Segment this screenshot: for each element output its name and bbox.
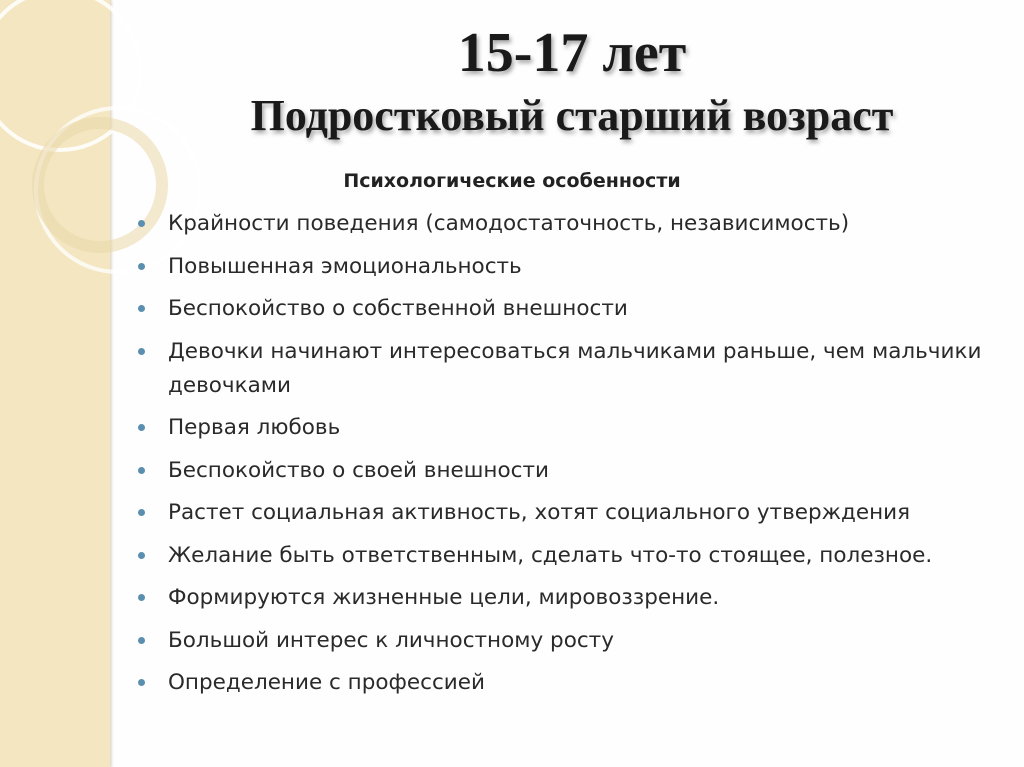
list-item [138, 207, 1008, 241]
list-item [138, 335, 1008, 403]
list-item [138, 539, 1008, 573]
list-item-text: Формируются жизненные цели, мировоззрение. [168, 585, 720, 610]
list-item [138, 292, 1008, 326]
list-item-text: Повышенная эмоциональность [168, 253, 522, 279]
slide-subtitle: Подростковый старший возраст [250, 91, 894, 140]
section-heading: Психологические особенности [343, 170, 681, 192]
bullet-dot-icon [138, 552, 145, 559]
list-item-text: Девочки начинают интересоваться мальчиками раньше, чем мальчики девочками [168, 338, 982, 398]
list-item-text: Первая любовь [168, 415, 341, 440]
list-item [138, 624, 1008, 658]
list-item [138, 250, 1008, 284]
list-item [138, 581, 1008, 615]
bullet-dot-icon [138, 305, 145, 312]
bullet-dot-icon [138, 679, 145, 686]
bullet-dot-icon [138, 594, 145, 601]
list-item-text: Крайности поведения (самодостаточность, независимость) [168, 211, 850, 236]
bullet-dot-icon [138, 220, 145, 227]
list-item-text: Желание быть ответственным, сделать что-то стоящее, полезное. [168, 542, 933, 568]
list-item-text: Беспокойство о собственной внешности [168, 296, 628, 321]
list-item-text: Растет социальная активность, хотят социального утверждения [168, 500, 911, 525]
list-item-text: Беспокойство о своей внешности [168, 457, 549, 483]
list-item-text: Определение с профессией [168, 670, 485, 695]
bullet-dot-icon [138, 424, 145, 431]
bullet-dot-icon [138, 467, 145, 474]
bullet-dot-icon [138, 348, 145, 355]
bullet-dot-icon [138, 509, 145, 516]
bullet-dot-icon [138, 637, 145, 644]
slide-title: 15-17 лет [457, 22, 687, 84]
list-item [138, 496, 1008, 530]
list-item [138, 454, 1008, 488]
list-item [138, 411, 1008, 445]
list-item-text: Большой интерес к личностному росту [168, 627, 614, 653]
bullet-dot-icon [138, 263, 145, 270]
list-item [138, 666, 1008, 700]
title-block [120, 18, 1024, 144]
bullet-list [138, 207, 1008, 709]
